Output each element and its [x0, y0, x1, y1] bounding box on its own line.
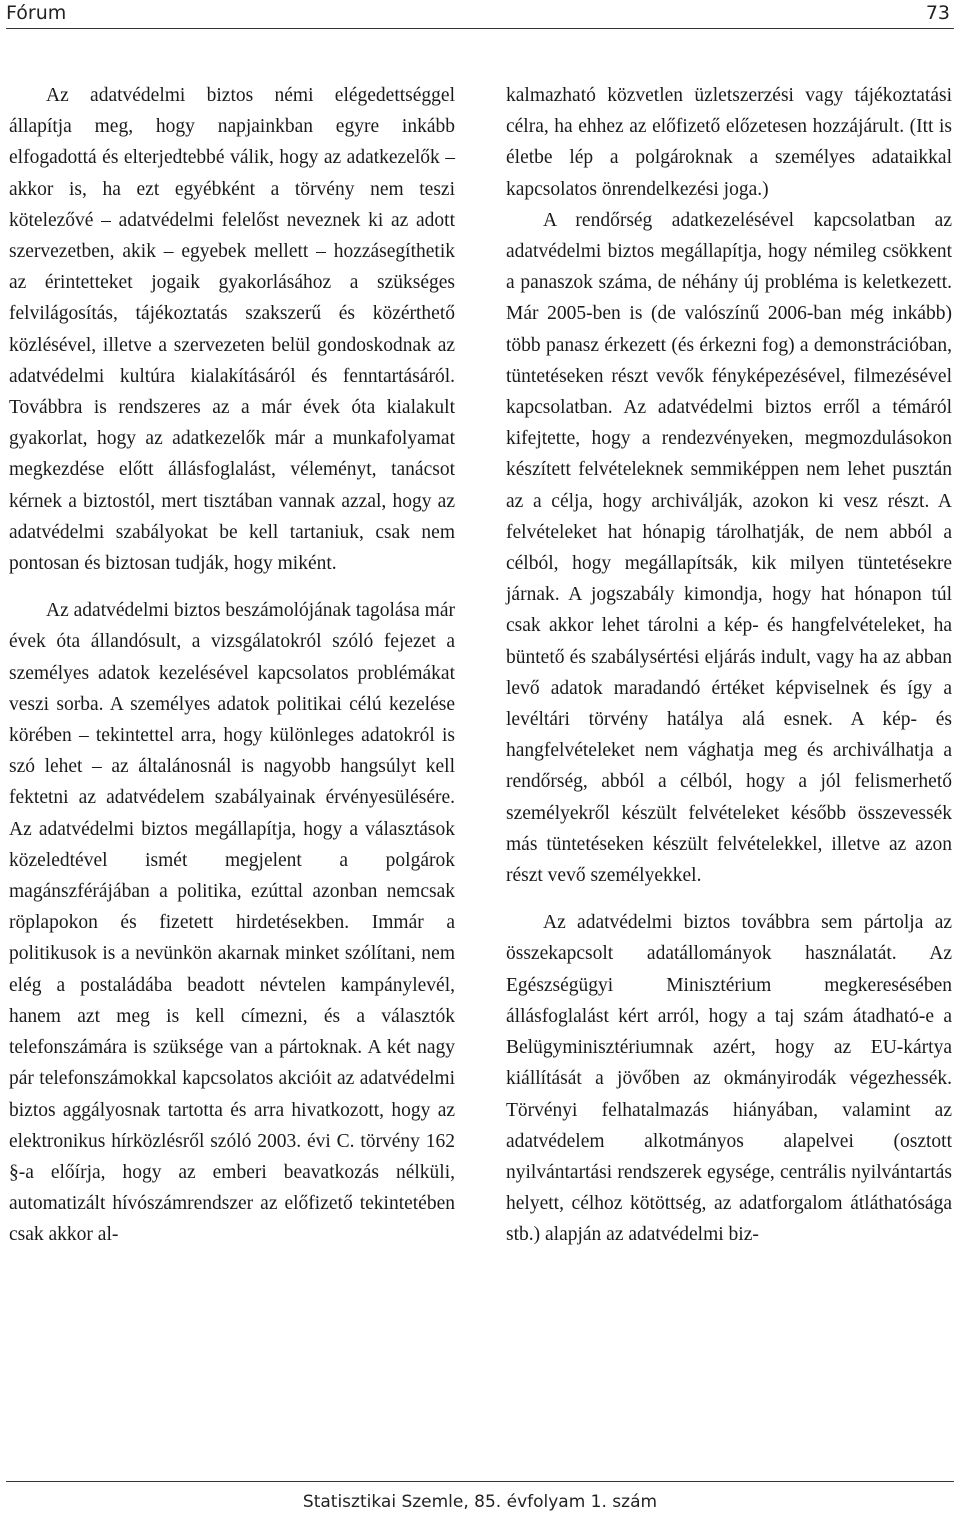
journal-footer: Statisztikai Szemle, 85. évfolyam 1. szám [302, 1492, 658, 1512]
right-column [506, 80, 952, 1251]
left-column [9, 80, 455, 1251]
header-divider [6, 28, 954, 29]
section-title: Fórum [6, 2, 67, 24]
right-paragraph-1: kalmazható közvetlen üzletszerzési vagy tájékoztatási célra, ha ehhez az előfizető előzetesen hozzájárult. (Itt is életbe lép a polgároknak a személyes adataikkal kapcsolatos önrendelkezési joga.) [506, 85, 952, 200]
page-header [0, 0, 960, 30]
left-paragraph-2: Az adatvédelmi biztos beszámolójának tagolása már évek óta állandósult, a vizsgálatokról szóló fejezet a személyes adatok kezelésével kapcsolatos problémákat veszi sorba. A személyes adatok politikai célú kezelése körében – tekintettel arra, hogy különleges adatokról is szó lehet – az általánosnál is nagyobb hangsúlyt kell fektetni az adatvédelem szabályainak érvényesülésére. Az adatvédelmi biztos megállapítja, hogy a választások közeledtével ismét megjelent a polgárok magánszférájában a politika, ezúttal azonban nemcsak röplapokon és fizetett hirdetésekben. Immár a politikusok is a nevünkön akarnak minket szólítani, nem elég a postaládába beadott névtelen kampánylevél, hanem azt meg is kell címezni, és a választók telefonszámára is szüksége van a pártoknak. A két nagy pár telefonszámokkal kapcsolatos akcióit az adatvédelmi biztos aggályosnak tartotta és arra hivatkozott, hogy az elektronikus hírközlésről szóló 2003. évi C. törvény 162 §-a előírja, hogy az emberi beavatkozás nélküli, automatizált hívószámrendszer az előfizető tekintetében csak akkor al- [9, 600, 455, 1246]
right-paragraph-2: A rendőrség adatkezelésével kapcsolatban az adatvédelmi biztos megállapítja, hogy némileg csökkent a panaszok száma, de néhány új probléma is keletkezett. Már 2005-ben is (de valószínű 2006-ban még inkább) több panasz érkezett (és érkezni fog) a demonstrációban, tüntetéseken részt vevők fényképezésével, filmezésével kapcsolatban. Az adatvédelmi biztos erről a témáról kifejtette, hogy a rendezvényeken, megmozdulásokon készített felvételeknek semmiképpen nem lehet pusztán az a célja, hogy archiválják, azokon ki vesz részt. A felvételeket hat hónapig tárolhatják, de nem abból a célból, hogy megállapítsák, kik milyen tüntetésekre járnak. A jogszabály kimondja, hogy hat hónapon túl csak akkor lehet tárolni a kép- és hangfelvételeket, ha büntető és szabálysértési eljárás indult, vagy ha az abban levő adatok maradandó értéket képviselnek és így a levéltári törvény hatálya alá esnek. A kép- és hangfelvételeket nem vághatja meg és archiválhatja a rendőrség, abból a célból, hogy a jól felismerhető személyekről készült felvételeket később összevessék más tüntetéseken készült felvételekkel, illetve az azon részt vevő személyekkel. [506, 209, 952, 887]
page-number: 73 [925, 2, 950, 24]
right-paragraph-3: Az adatvédelmi biztos továbbra sem pártolja az összekapcsolt adatállományok használatát. Az Egészségügyi Minisztérium megkeresésében állásfoglalást kért arról, hogy a taj szám átadható-e a Belügyminisztériumnak azért, hogy az EU-kártya kiállítását a jövőben az okmányirodák végezhessék. Törvényi felhatalmazás hiányában, valamint az adatvédelem alkotmányos alapelvei (osztott nyilvántartási rendszerek egysége, centrális nyilvántartás helyett, célhoz kötöttség, az adatforgalom átláthatósága stb.) alapján az adatvédelmi biz- [506, 912, 952, 1246]
left-paragraph-1: Az adatvédelmi biztos némi elégedettséggel állapítja meg, hogy napjainkban egyre inkább elfogadottá és elterjedtebbé válik, hogy az adatkezelők – akkor is, ha ezt egyébként a törvény nem teszi kötelezővé – adatvédelmi felelőst neveznek ki az adott szervezetben, akik – egyebek mellett – hozzásegíthetik az érintetteket jogaik gyakorlásához a szükséges felvilágosítás, tájékoztatás szakszerű és közérthető közlésével, illetve a szervezeten belül gondoskodnak az adatvédelmi kultúra kialakításáról és fenntartásáról. Továbbra is rendszeres az a már évek óta kialakult gyakorlat, hogy az adatkezelők már a munkafolyamat megkezdése előtt állásfoglalást, véleményt, tanácsot kérnek a biztostól, mert tisztában vannak azzal, hogy az adatvédelmi szabályokat be kell tartaniuk, csak nem pontosan és biztosan tudják, hogy miként. [9, 85, 455, 575]
footer-divider [6, 1481, 954, 1482]
